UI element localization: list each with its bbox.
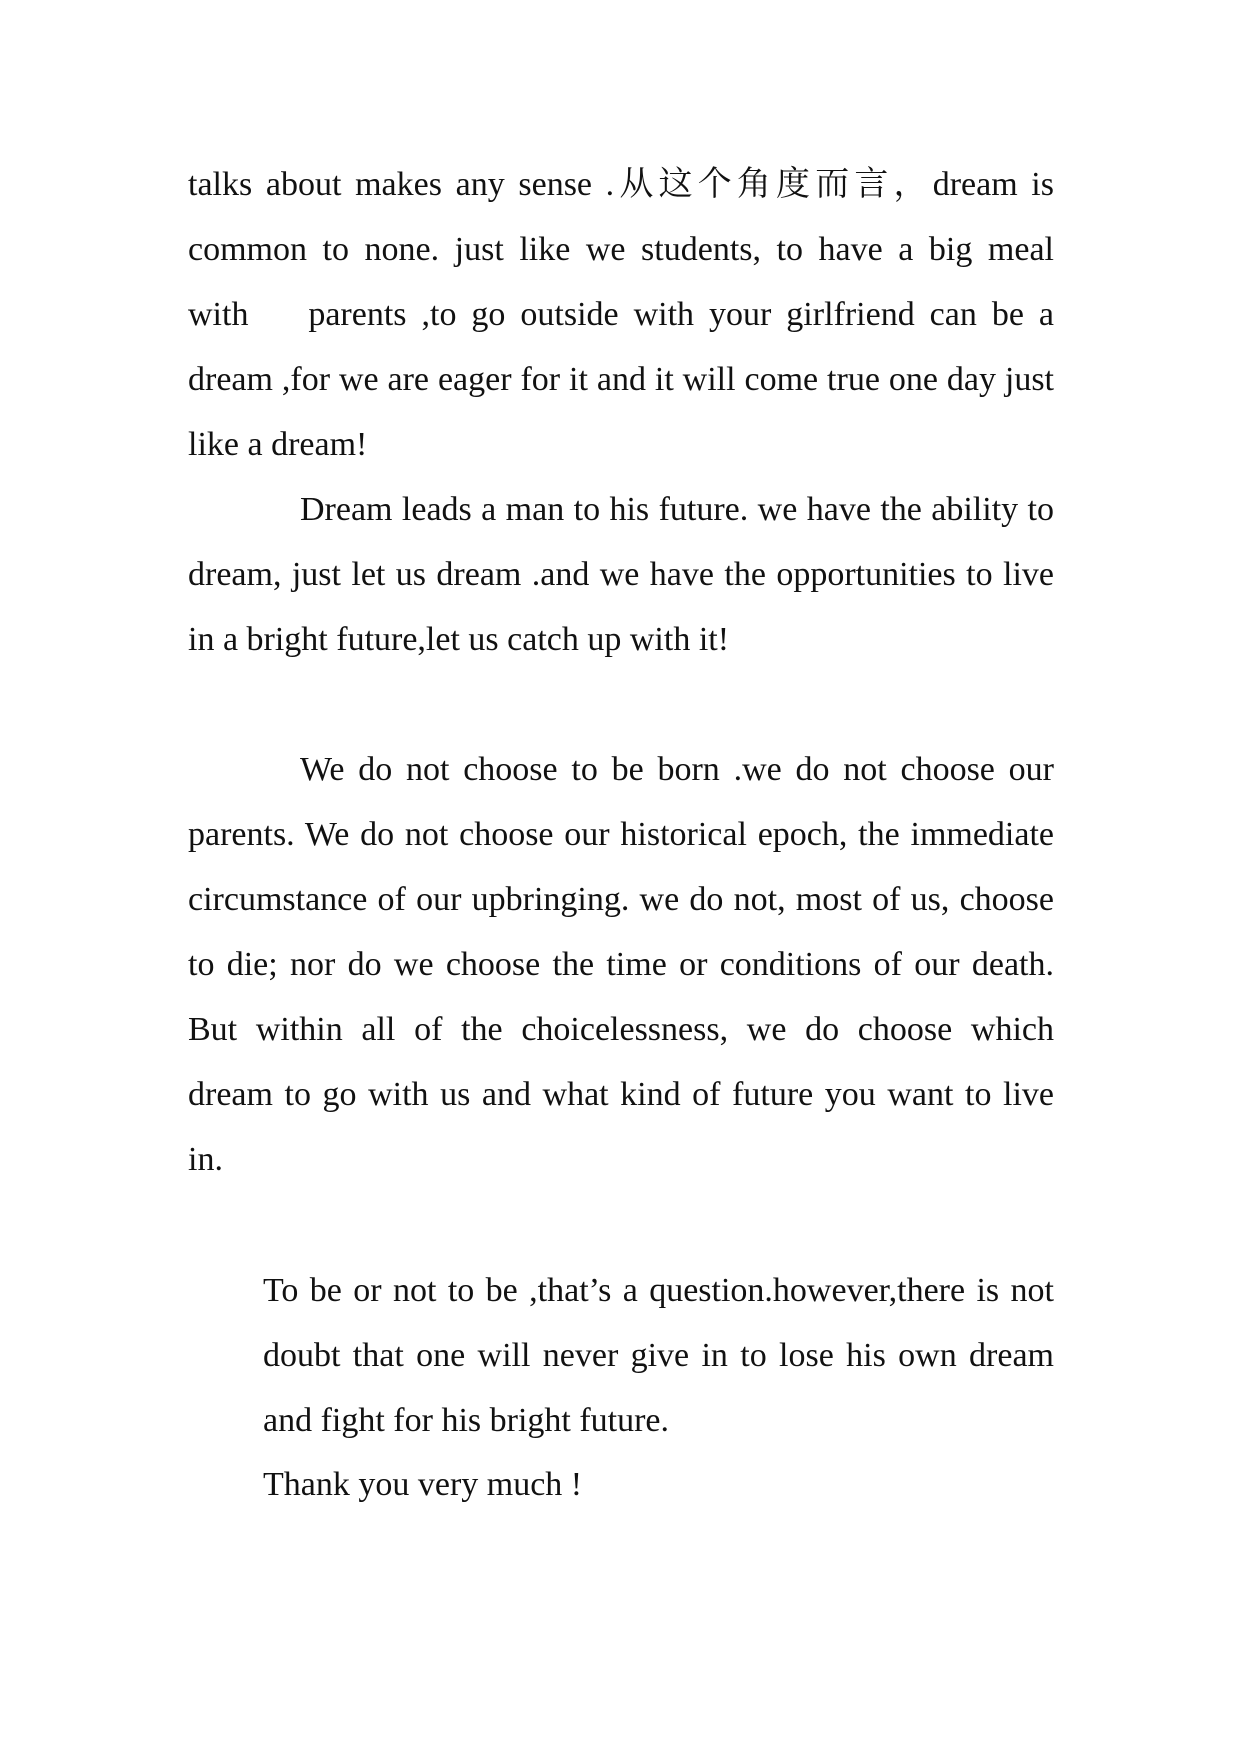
thanks-line: Thank you very much !: [263, 1466, 583, 1503]
paragraph-continued: talks about makes any sense .从这个角度而言，dream is common to none. just like we students, to have a big meal with parents ,to go outside with your girlfriend can be a dream ,for we are eager for it and it will come true one day just like a dream!: [188, 166, 1054, 463]
paragraph-choose: We do not choose to be born .we do not choose our parents. We do not choose our historical epoch, the immediate circumstance of our upbringing. we do not, most of us, choose to die; nor do we choose the time or conditions of our death. But within all of the choicelessness, we do choose which dream to go with us and what kind of future you want to live in.: [188, 751, 1054, 1178]
closing-paragraph: To be or not to be ,that’s a question.however,there is not doubt that one will never give in to lose his own dream and fight for his bright future.: [263, 1272, 1054, 1439]
paragraph-dream-leads: Dream leads a man to his future. we have the ability to dream, just let us dream .and we have the opportunities to live in a bright future,let us catch up with it!: [188, 491, 1054, 658]
